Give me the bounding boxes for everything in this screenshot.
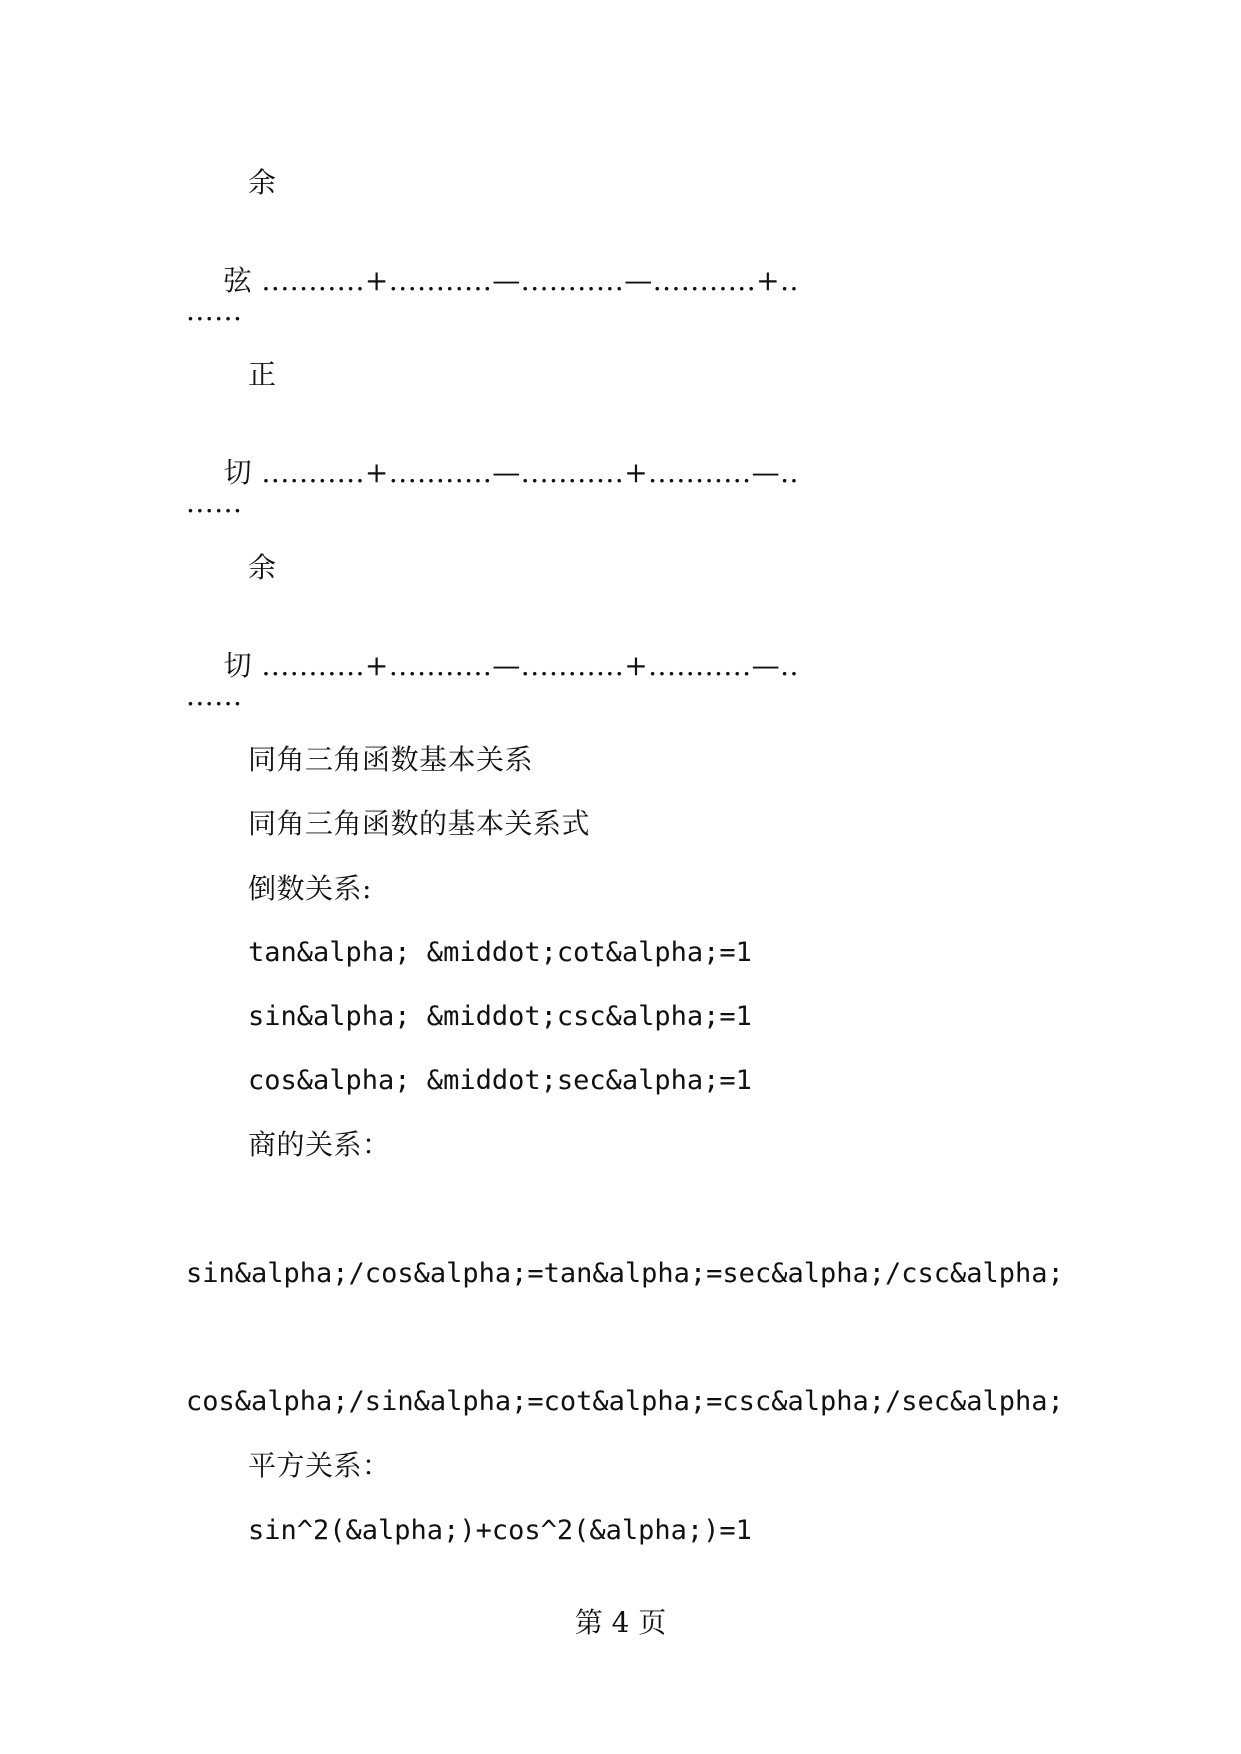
row-2-signs: ...........+...........—...........+...........—.. [252,456,799,489]
row-1-wrap: ...... [186,294,243,327]
square-heading: 平方关系： [248,1449,391,1482]
quotient-formula-2: cos&alpha;/sin&alpha;=cot&alpha;=csc&alpha;/sec&alpha; [186,1386,1064,1417]
row-1-sign-line [186,230,799,332]
subsection-title: 同角三角函数的基本关系式 [248,807,591,840]
reciprocal-heading: 倒数关系: [248,872,372,905]
row-3-wrap: ...... [186,679,243,712]
quotient-formula-1: sin&alpha;/cos&alpha;=tan&alpha;=sec&alpha;/csc&alpha; [186,1258,1064,1289]
section-title: 同角三角函数基本关系 [248,743,534,776]
row-1-signs: ...........+...........—...........—...........+.. [252,264,799,297]
reciprocal-formula-2: sin&alpha; &middot;csc&alpha;=1 [248,1001,752,1032]
reciprocal-formula-3: cos&alpha; &middot;sec&alpha;=1 [248,1065,752,1096]
row-2-sign-line [186,422,799,524]
page-number: 第 4 页 [574,1606,667,1639]
row-3-signs: ...........+...........—...........+...........—.. [252,649,799,682]
row-3-label-top: 余 [248,551,277,584]
row-1-label-bottom: 弦 [223,264,253,297]
row-1-label-top: 余 [248,166,277,199]
row-2-label-bottom: 切 [223,456,253,489]
row-3-label-bottom: 切 [223,649,253,682]
row-3-sign-line [186,615,799,717]
quotient-heading: 商的关系： [248,1128,391,1161]
square-formula-1: sin^2(&alpha;)+cos^2(&alpha;)=1 [248,1515,752,1546]
row-2-wrap: ...... [186,486,243,519]
row-2-label-top: 正 [248,358,277,391]
reciprocal-formula-1: tan&alpha; &middot;cot&alpha;=1 [248,937,752,968]
